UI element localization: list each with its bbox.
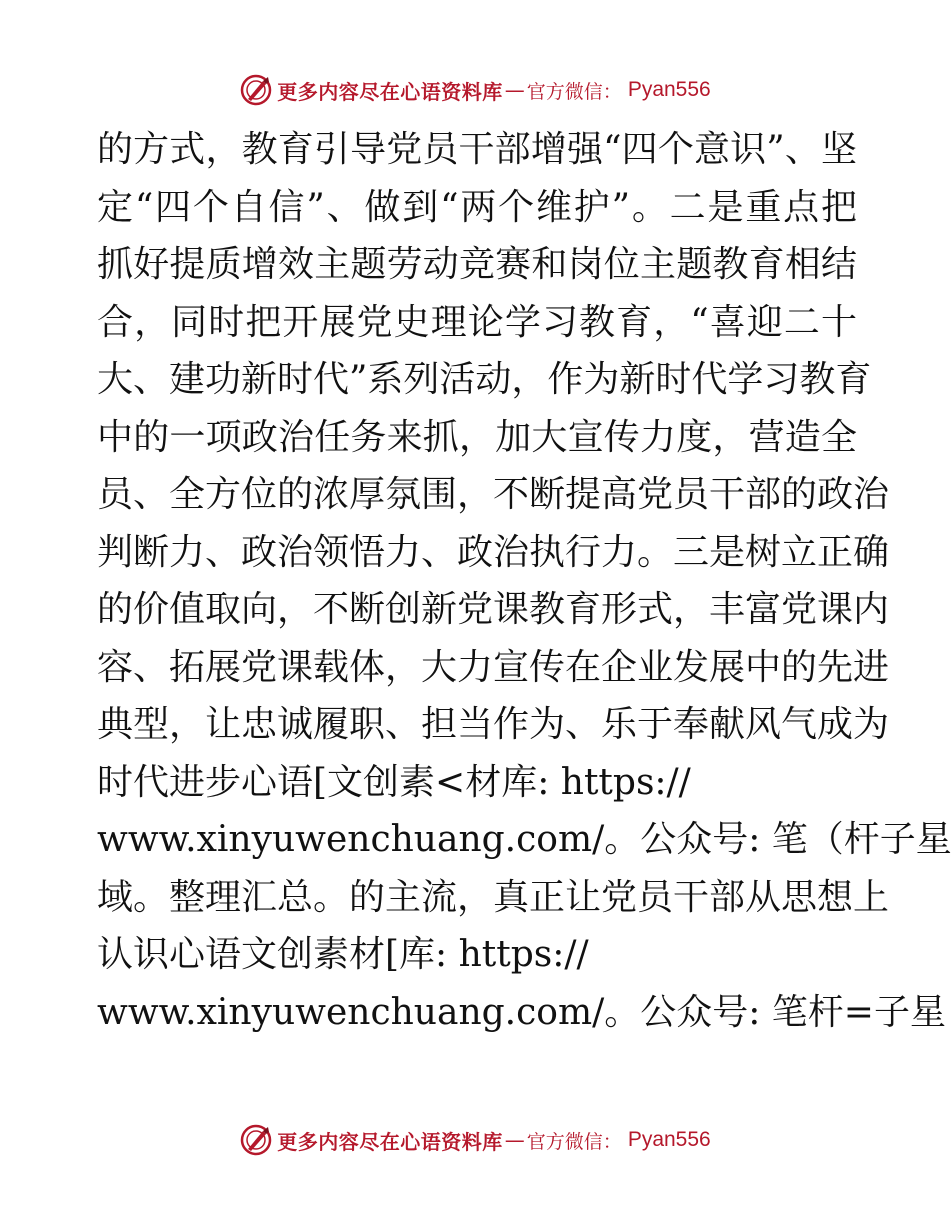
footer-banner — [0, 1120, 950, 1160]
body-line: 大、建功新时代”系列活动，作为新时代学习教育 — [97, 359, 872, 400]
body-line: www.xinyuwenchuang.com/。公众号: 笔杆=子星 — [97, 991, 946, 1033]
body-line: 定“四个自信”、做到“两个维护”。二是重点把 — [97, 186, 857, 228]
body-line: 的方式，教育引导党员干部增强“四个意识”、坚 — [97, 129, 857, 170]
banner-colon: ： — [602, 80, 622, 103]
banner-wechat-label: 官方微信 — [526, 80, 603, 103]
header-banner — [0, 70, 950, 110]
logo-icon — [239, 1123, 273, 1157]
banner-main-text: 更多内容尽在心语资料库 — [277, 1129, 503, 1154]
body-line: 合，同时把开展党史理论学习教育，“喜迎二十 — [97, 301, 857, 343]
banner-separator: — — [504, 1128, 525, 1152]
body-line: 时代进步心语[文创素<材库: https:// — [97, 761, 691, 803]
body-line: 中的一项政治任务来抓，加大宣传力度，营造全 — [97, 416, 857, 458]
body-line: 判断力、政治领悟力、政治执行力。三是树立正确 — [97, 531, 890, 573]
banner-wechat-id: Pyan556 — [627, 78, 711, 101]
banner-colon: ： — [602, 1130, 622, 1153]
body-line: 抓好提质增效主题劳动竞赛和岗位主题教育相结 — [97, 244, 857, 285]
body-line: 的价值取向，不断创新党课教育形式，丰富党课内 — [97, 589, 890, 630]
banner-wechat-label: 官方微信 — [526, 1130, 603, 1153]
body-line: 员、全方位的浓厚氛围，不断提高党员干部的政治 — [97, 474, 890, 515]
body-line: 典型，让忠诚履职、担当作为、乐于奉献风气成为 — [97, 704, 890, 745]
banner-main-text: 更多内容尽在心语资料库 — [277, 79, 503, 104]
logo-icon — [239, 73, 273, 107]
document-body — [97, 121, 952, 1041]
banner-wechat-id: Pyan556 — [627, 1128, 711, 1151]
body-line: 域。整理汇总。的主流，真正让党员干部从思想上 — [97, 876, 890, 918]
body-line: 认识心语文创素材[库: https:// — [97, 934, 589, 975]
body-line: 容、拓展党课载体，大力宣传在企业发展中的先进 — [97, 646, 890, 688]
banner-separator: — — [504, 78, 525, 102]
body-line: www.xinyuwenchuang.com/。公众号: 笔（杆子星 — [97, 819, 952, 860]
